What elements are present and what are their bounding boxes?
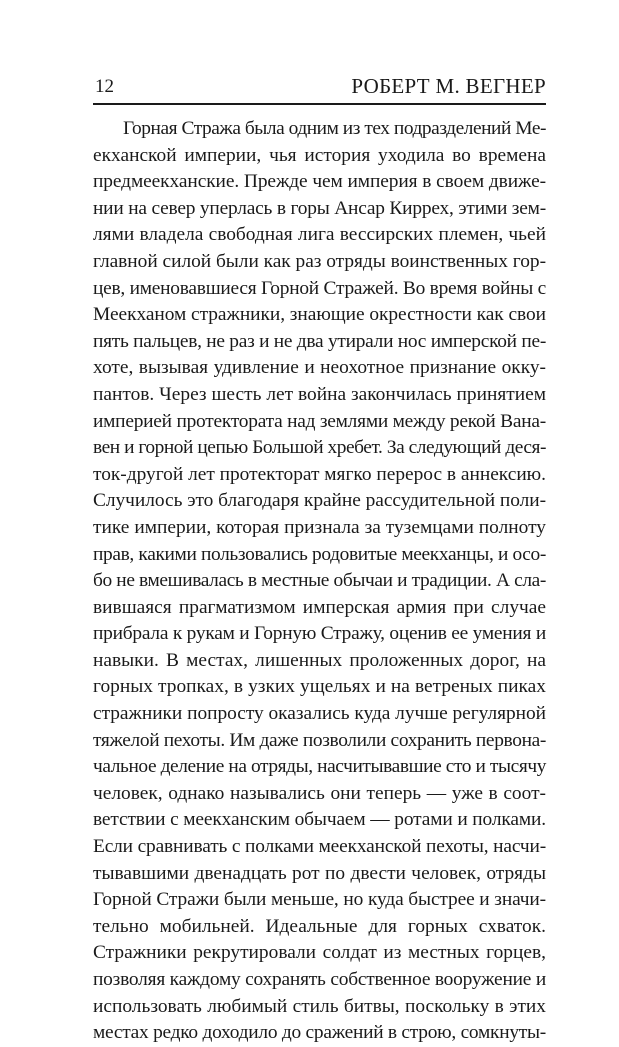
text-line: человек, однако назывались они теперь — уже в соот- [93,782,546,804]
text-line: ветствии с меекханским обычаем — ротами и полками. [93,809,547,831]
text-line: вившаяся прагматизмом имперская армия при случае [93,596,546,618]
text-line: главной силой были как раз отряды воинственных гор- [93,250,546,272]
text-line: стражники попросту оказались куда лучше регулярной [93,703,547,725]
running-title: РОБЕРТ М. ВЕГНЕР [351,74,546,98]
text-line: тывавшими двенадцать рот по двести человек, отряды [93,862,546,884]
text-line: навыки. В местах, лишенных проложенных дорог, на [93,649,546,671]
text-line: екханской империи, чья история уходила во времена [93,144,546,166]
running-head [93,72,546,102]
text-line: горных тропках, в узких ущельях и на ветреных пиках [93,676,546,698]
text-line: пантов. Через шесть лет война закончилась принятием [93,383,546,405]
text-line: Стражники рекрутировали солдат из местных горцев, [93,942,546,964]
text-line: чальное деление на отряды, насчитывавшие сто и тысячу [93,756,546,778]
text-line: Горная Стража была одним из тех подразделений Ме- [123,118,546,139]
text-line: хоте, вызывая удивление и неохотное признание окку- [93,357,546,379]
body-text [93,116,546,1047]
text-line: Горной Стражи были меньше, но куда быстрее и значи- [93,889,547,911]
text-line: Если сравнивать с полками меекханской пехоты, насчи- [93,836,547,858]
text-line: тельно мобильней. Идеальные для горных схваток. [93,915,546,937]
text-line: пять пальцев, не раз и не два утирали нос имперской пе- [93,330,547,352]
text-line: тике империи, которая признала за туземцами полноту [93,516,546,538]
text-line: нии на север уперлась в горы Ансар Киррех, этими зем- [93,197,546,219]
text-line: ток-другой лет протекторат мягко перерос в аннексию. [93,463,546,485]
text-line: позволяя каждому сохранять собственное вооружение и [93,969,546,990]
text-line: империей протектората над землями между рекой Вана- [93,410,546,432]
text-line: бо не вмешивалась в местные обычаи и традиции. А сла- [93,570,546,592]
text-line: предмеекханские. Прежде чем империя в своем движе- [93,171,546,193]
text-line: цев, именовавшиеся Горной Стражей. Во время войны с [93,277,546,299]
text-line: прав, какими пользовались родовитые меекханцы, и осо- [93,543,546,565]
text-line: вен и горной цепью Большой хребет. За следующий деся- [93,437,546,459]
header-rule [93,103,546,105]
text-line: Меекханом стражники, знающие окрестности как свои [93,304,546,326]
text-line: местах редко доходило до сражений в строю, сомкнуты- [93,1022,546,1044]
text-line: прибрала к рукам и Горную Стражу, оценив ее умения и [93,623,546,645]
text-line: использовать любимый стиль битвы, поскольку в этих [93,995,546,1017]
page-number: 12 [95,76,114,97]
text-line: Случилось это благодаря крайне рассудительной поли- [93,490,546,512]
text-line: тяжелой пехоты. Им даже позволили сохранить первона- [93,729,546,751]
text-line: лями владела свободная лига вессирских племен, чьей [93,224,546,246]
